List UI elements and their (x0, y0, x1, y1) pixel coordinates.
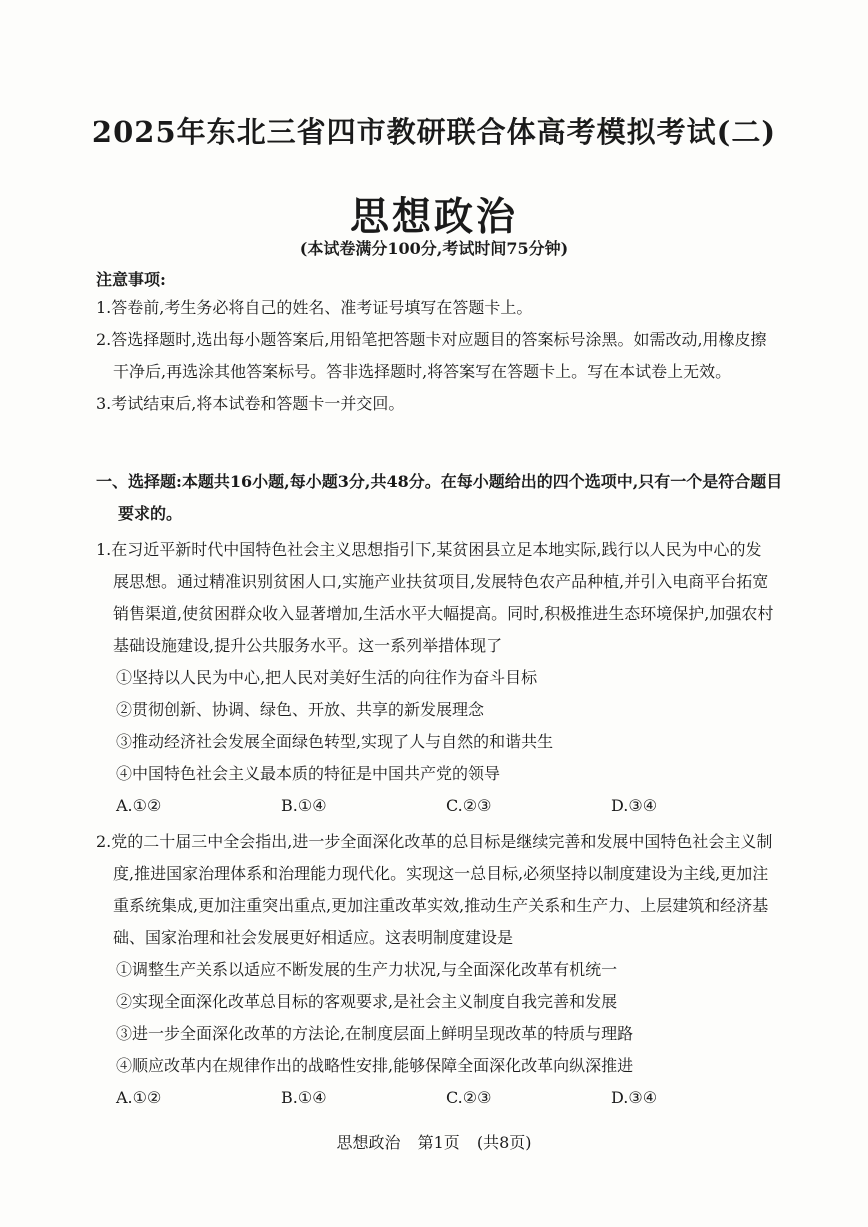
question-statement: ④顺应改革内在规律作出的战略性安排,能够保障全面深化改革向纵深推进 (116, 1056, 634, 1075)
option-d: D.③④ (611, 796, 658, 815)
question-statement: ②贯彻创新、协调、绿色、开放、共享的新发展理念 (116, 700, 485, 719)
exam-title: 2025年东北三省四市教研联合体高考模拟考试(二) (91, 115, 777, 149)
question-1 (96, 534, 776, 822)
subject-title: 思想政治 (349, 194, 518, 240)
question-2 (96, 826, 776, 1114)
option-b: B.①④ (281, 796, 327, 815)
option-c: C.②③ (446, 796, 492, 815)
question-statement: ④中国特色社会主义最本质的特征是中国共产党的领导 (116, 764, 501, 783)
note-item: 2.答选择题时,选出每小题答案后,用铅笔把答题卡对应题目的答案标号涂黑。如需改动,用橡皮擦干净后,再选涂其他答案标号。答非选择题时,将答案写在答题卡上。写在本试卷上无效。 (96, 330, 767, 381)
note-item: 3.考试结束后,将本试卷和答题卡一并交回。 (96, 394, 405, 413)
answer-options (96, 790, 776, 822)
option-b: B.①④ (281, 1088, 327, 1107)
question-stem: 1.在习近平新时代中国特色社会主义思想指引下,某贫困县立足本地实际,践行以人民为中心的发展思想。通过精准识别贫困人口,实施产业扶贫项目,发展特色农产品种植,并引入电商平台拓宽销售渠道,使贫困群众收入显著增加,生活水平大幅提高。同时,积极推进生态环境保护,加强农村基础设施建设,提升公共服务水平。这一系列举措体现了 (96, 540, 774, 655)
section-heading: 一、选择题:本题共16小题,每小题3分,共48分。在每小题给出的四个选项中,只有一个是符合题目要求的。 (96, 472, 783, 523)
exam-info: (本试卷满分100分,考试时间75分钟) (299, 239, 569, 258)
footer-page-total: (共8页) (476, 1133, 532, 1152)
option-c: C.②③ (446, 1088, 492, 1107)
question-statement: ①调整生产关系以适应不断发展的生产力状况,与全面深化改革有机统一 (116, 960, 618, 979)
footer-subject: 思想政治 (336, 1133, 401, 1152)
note-item: 1.答卷前,考生务必将自己的姓名、准考证号填写在答题卡上。 (96, 298, 533, 317)
answer-options (96, 1082, 776, 1114)
notes-list (96, 292, 776, 420)
question-stem: 2.党的二十届三中全会指出,进一步全面深化改革的总目标是继续完善和发展中国特色社会主义制度,推进国家治理体系和治理能力现代化。实现这一总目标,必须坚持以制度建设为主线,更加注重系统集成,更加注重突出重点,更加注重改革实效,推动生产关系和生产力、上层建筑和经济基础、国家治理和社会发展更好相适应。这表明制度建设是 (96, 832, 773, 947)
footer-page-number: 第1页 (417, 1133, 460, 1152)
question-statement: ②实现全面深化改革总目标的客观要求,是社会主义制度自我完善和发展 (116, 992, 618, 1011)
question-statement: ③进一步全面深化改革的方法论,在制度层面上鲜明呈现改革的特质与理路 (116, 1024, 634, 1043)
question-statement: ①坚持以人民为中心,把人民对美好生活的向往作为奋斗目标 (116, 668, 538, 687)
notes-heading: 注意事项: (96, 270, 166, 289)
page-footer (0, 1130, 868, 1153)
question-statement: ③推动经济社会发展全面绿色转型,实现了人与自然的和谐共生 (116, 732, 554, 751)
option-a: A.①② (116, 796, 162, 815)
option-a: A.①② (116, 1088, 162, 1107)
option-d: D.③④ (611, 1088, 658, 1107)
